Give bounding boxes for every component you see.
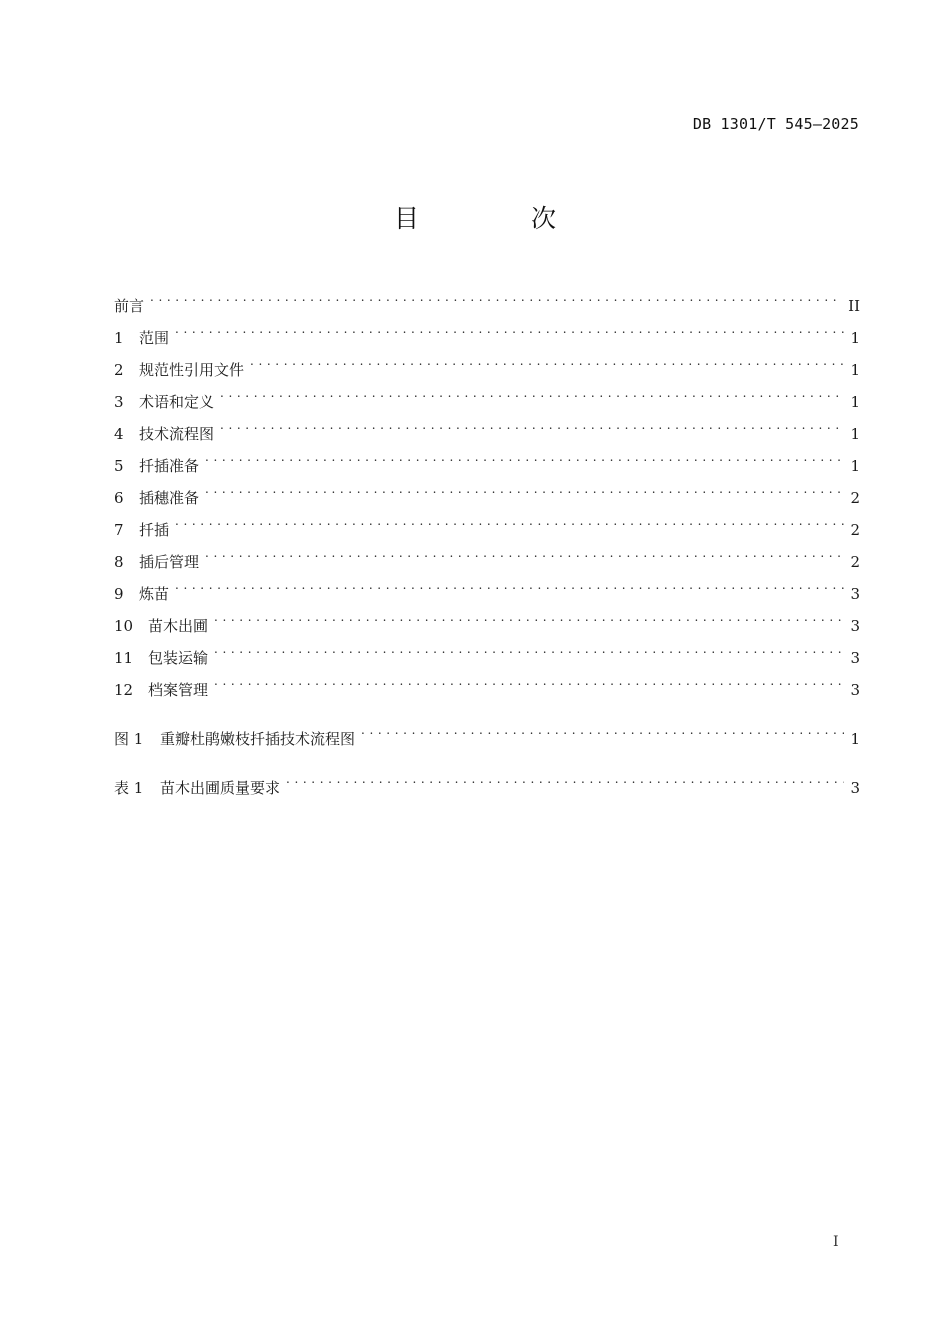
toc-leader-dots	[220, 383, 844, 407]
toc-entry-label: 苗木出圃	[148, 617, 209, 635]
toc-entry-4[interactable]	[114, 415, 860, 447]
toc-entry-label: 苗木出圃质量要求	[160, 779, 281, 797]
toc-entry-label: 档案管理	[148, 681, 209, 699]
toc-entry-figure-1[interactable]	[114, 720, 860, 752]
toc-entry-5[interactable]	[114, 447, 860, 479]
toc-entry-number: 8	[114, 553, 124, 571]
toc-entry-7[interactable]	[114, 511, 860, 543]
toc-entry-foreword[interactable]	[114, 287, 860, 319]
toc-leader-dots	[205, 479, 844, 503]
table-of-contents	[114, 287, 860, 801]
toc-entry-8[interactable]	[114, 543, 860, 575]
toc-leader-dots	[150, 287, 842, 311]
toc-entry-number: 12	[114, 681, 134, 699]
toc-entry-1[interactable]	[114, 319, 860, 351]
toc-leader-dots	[361, 720, 844, 744]
toc-entry-9[interactable]	[114, 575, 860, 607]
toc-leader-dots	[220, 415, 844, 439]
toc-entry-page: 2	[850, 553, 860, 571]
toc-entry-page: 3	[850, 585, 860, 603]
toc-entry-label: 术语和定义	[139, 393, 215, 411]
toc-entry-label: 扦插	[139, 521, 170, 539]
toc-entry-page: 1	[850, 329, 860, 347]
toc-entry-number: 5	[114, 457, 124, 475]
toc-leader-dots	[205, 543, 844, 567]
toc-entry-page: 2	[850, 521, 860, 539]
toc-entry-label: 规范性引用文件	[139, 361, 245, 379]
toc-entry-label: 插后管理	[139, 553, 200, 571]
toc-entry-label: 技术流程图	[139, 425, 215, 443]
page-folio: I	[833, 1234, 839, 1250]
toc-entry-number: 3	[114, 393, 124, 411]
toc-leader-dots	[286, 769, 844, 793]
toc-entry-number: 图 1	[114, 730, 144, 748]
toc-entry-number: 4	[114, 425, 124, 443]
toc-leader-dots	[175, 575, 844, 599]
toc-entry-label: 前言	[114, 297, 145, 315]
toc-leader-dots	[214, 671, 844, 695]
toc-entry-table-1[interactable]	[114, 769, 860, 801]
toc-entry-page: 1	[850, 730, 860, 748]
toc-leader-dots	[175, 319, 844, 343]
toc-entry-label: 范围	[139, 329, 170, 347]
toc-entry-page: 1	[850, 425, 860, 443]
toc-entry-page: 3	[850, 681, 860, 699]
toc-entry-number: 7	[114, 521, 124, 539]
toc-entry-page: 1	[850, 457, 860, 475]
toc-entry-2[interactable]	[114, 351, 860, 383]
toc-entry-number: 10	[114, 617, 134, 635]
toc-leader-dots	[214, 607, 844, 631]
toc-leader-dots	[205, 447, 844, 471]
toc-entry-3[interactable]	[114, 383, 860, 415]
toc-entry-11[interactable]	[114, 639, 860, 671]
toc-entry-page: 2	[850, 489, 860, 507]
toc-entry-page: 1	[850, 361, 860, 379]
toc-entry-page: 1	[850, 393, 860, 411]
toc-leader-dots	[175, 511, 844, 535]
toc-leader-dots	[250, 351, 844, 375]
toc-entry-page: 3	[850, 779, 860, 797]
toc-entry-number: 11	[114, 649, 134, 667]
toc-entry-number: 9	[114, 585, 124, 603]
toc-entry-12[interactable]	[114, 671, 860, 703]
toc-entry-page: 3	[850, 649, 860, 667]
toc-entry-10[interactable]	[114, 607, 860, 639]
toc-entry-number: 1	[114, 329, 124, 347]
toc-entry-label: 重瓣杜鹃嫩枝扦插技术流程图	[160, 730, 356, 748]
toc-entry-page: 3	[850, 617, 860, 635]
toc-entry-number: 2	[114, 361, 124, 379]
toc-entry-6[interactable]	[114, 479, 860, 511]
toc-entry-label: 扦插准备	[139, 457, 200, 475]
toc-entry-label: 炼苗	[139, 585, 170, 603]
toc-entry-label: 插穗准备	[139, 489, 200, 507]
page-title: 目 次	[394, 204, 608, 233]
document-code: DB 1301/T 545—2025	[692, 115, 859, 133]
toc-entry-number: 6	[114, 489, 124, 507]
toc-entry-page: II	[848, 297, 860, 315]
toc-entry-number: 表 1	[114, 779, 144, 797]
toc-leader-dots	[214, 639, 844, 663]
toc-entry-label: 包装运输	[148, 649, 209, 667]
